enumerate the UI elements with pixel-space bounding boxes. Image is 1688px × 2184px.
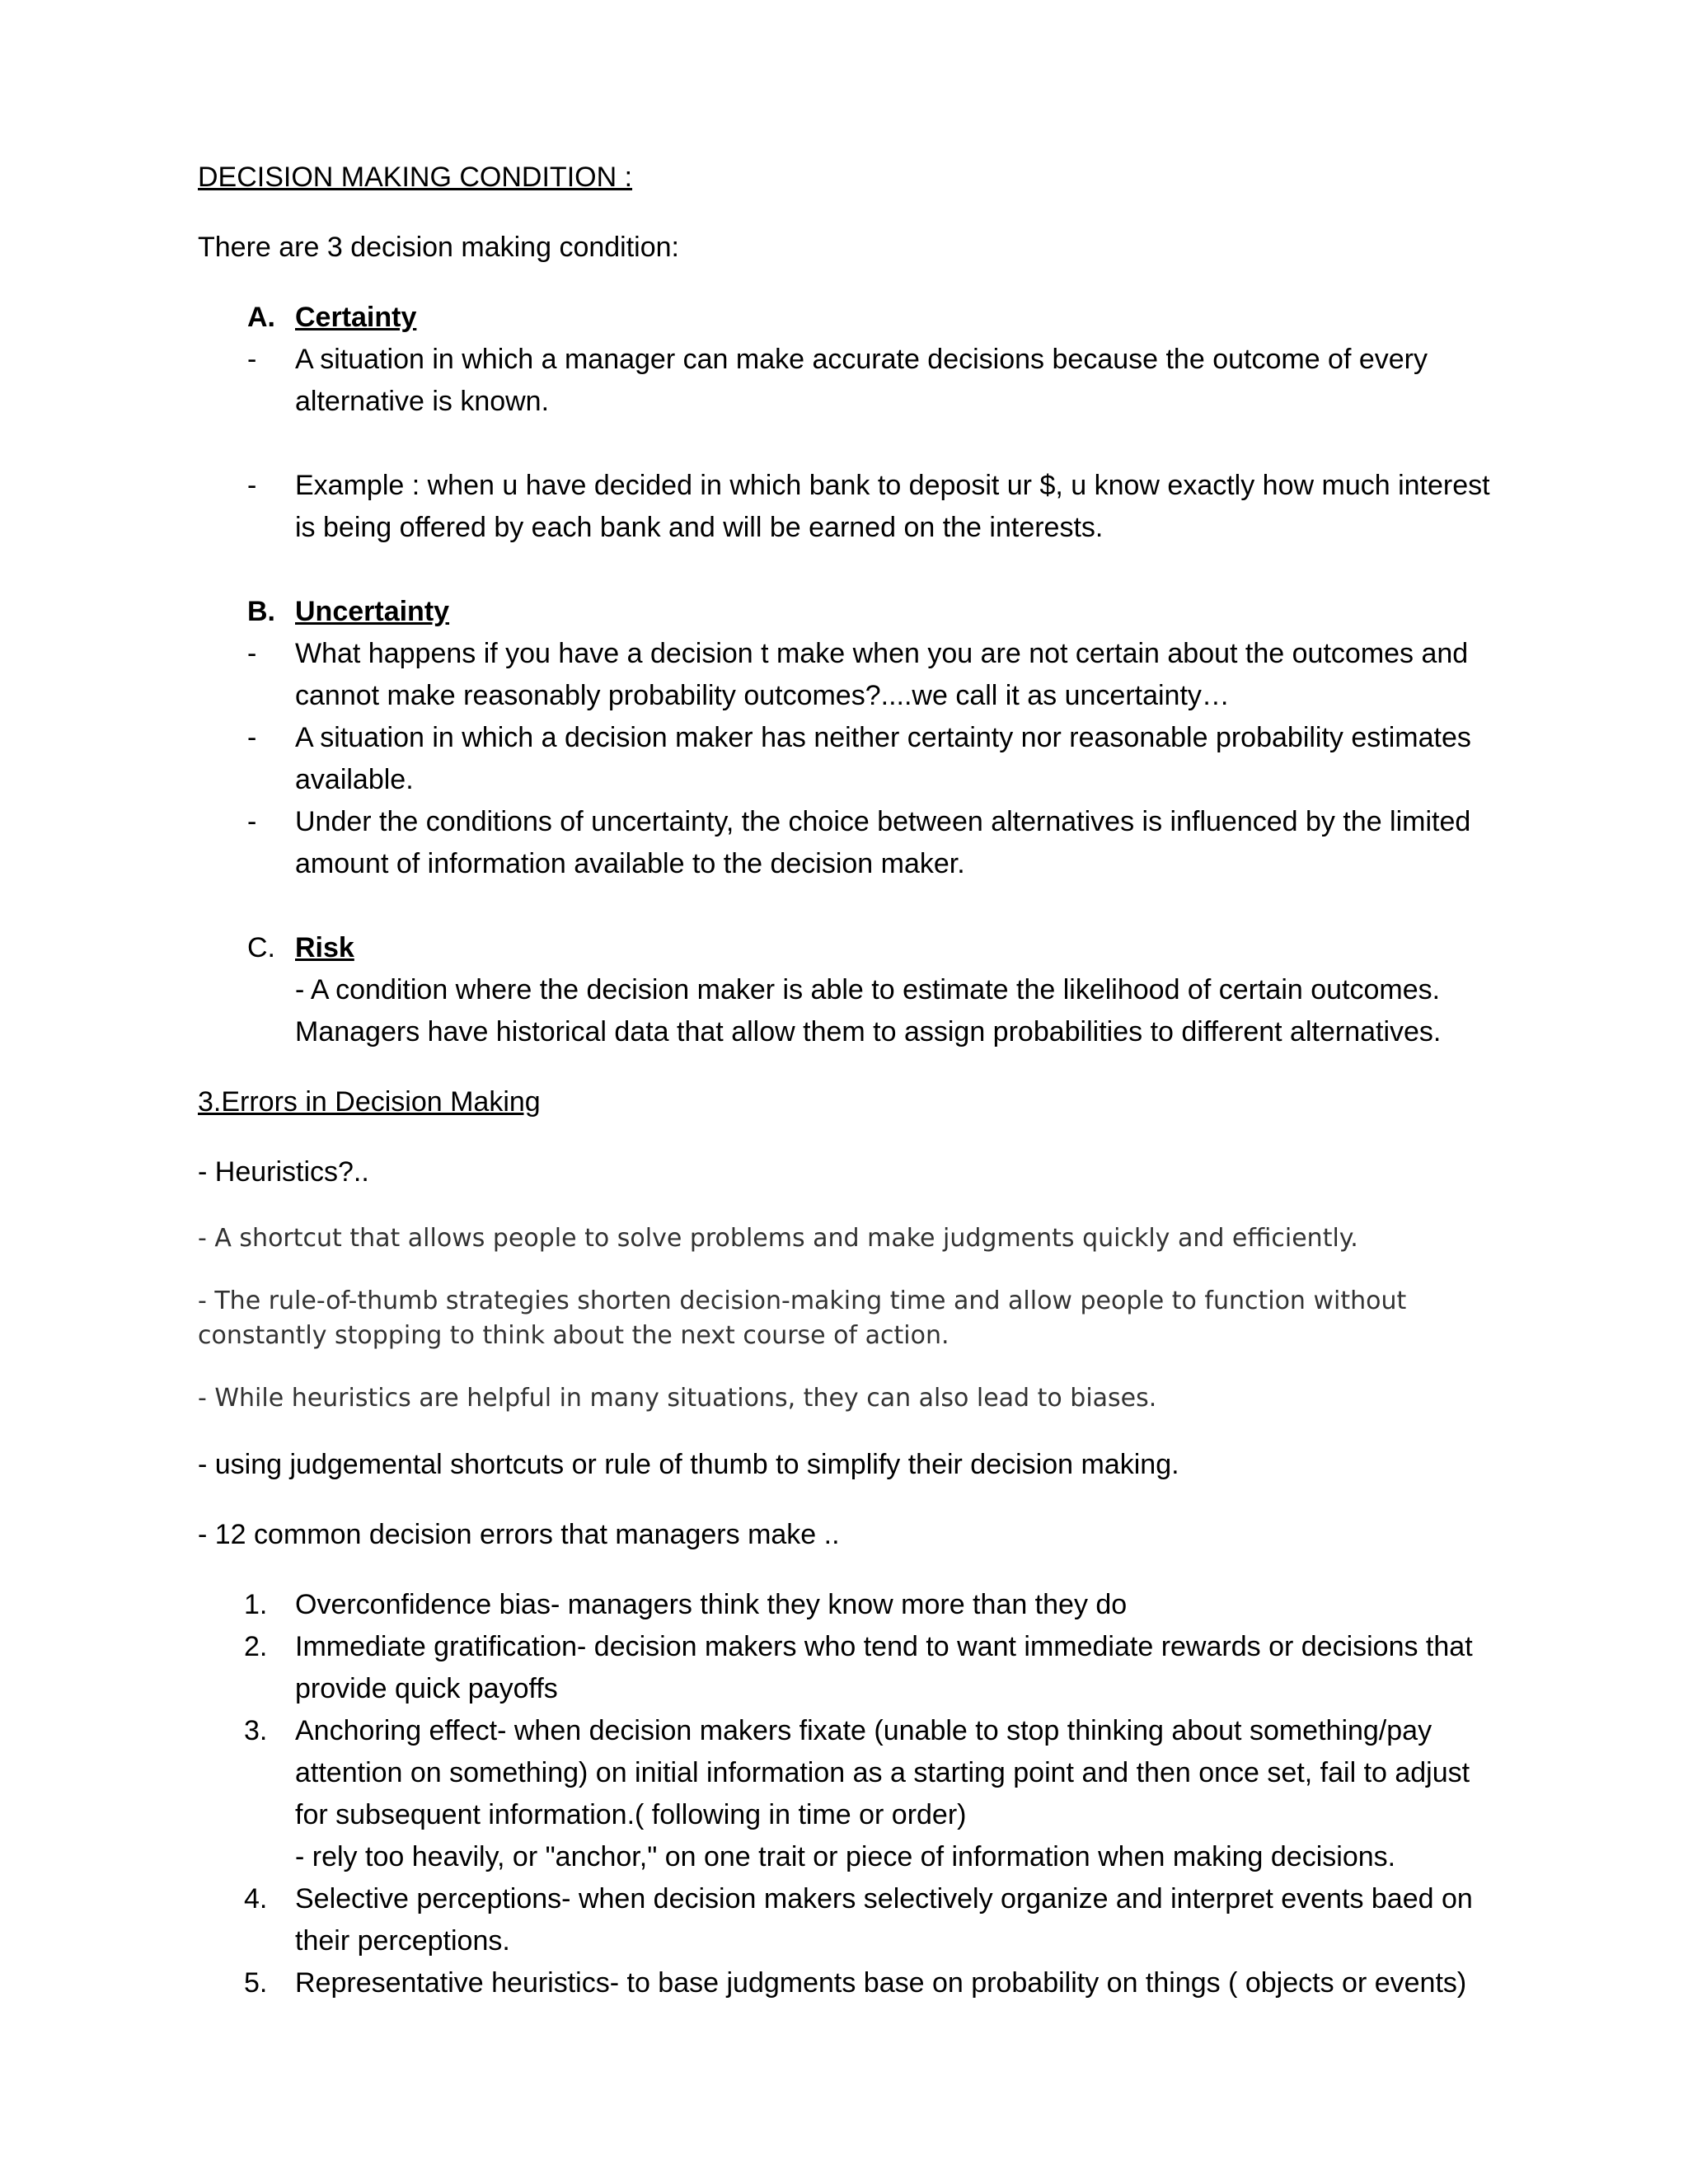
section-letter: C. xyxy=(247,932,275,963)
heuristics-question: - Heuristics?.. xyxy=(198,1156,369,1188)
common-errors-intro: - 12 common decision errors that managers make .. xyxy=(198,1519,840,1550)
list-item xyxy=(198,339,1500,423)
list-item xyxy=(198,633,1500,717)
section-name: Risk xyxy=(295,932,354,963)
dash-bullet: - xyxy=(247,722,257,753)
heuristics-point: - While heuristics are helpful in many situations, they can also lead to biases. xyxy=(198,1384,1157,1413)
spacer xyxy=(198,885,1500,927)
item-subtext: - rely too heavily, or "anchor," on one trait or piece of information when making decisions. xyxy=(295,1841,1396,1872)
risk-description: - A condition where the decision maker is able to estimate the likelihood of certain outcomes. Managers have historical data that allow them to assign probabilities to different alternatives. xyxy=(295,974,1442,1047)
numbered-item xyxy=(198,1878,1500,1962)
spacer xyxy=(198,549,1500,591)
item-number: 2. xyxy=(244,1631,268,1662)
item-text: Immediate gratification- decision makers who tend to want immediate rewards or decisions that provide quick payoffs xyxy=(295,1631,1473,1704)
item-number: 4. xyxy=(244,1883,268,1915)
heuristics-point: - The rule-of-thumb strategies shorten decision-making time and allow people to function without constantly stopping to think about the next course of action. xyxy=(198,1286,1407,1350)
intro-paragraph: There are 3 decision making condition: xyxy=(198,232,679,263)
section-uncertainty-heading xyxy=(198,591,1500,633)
list-item-text: A situation in which a decision maker has neither certainty nor reasonable probability estimates available. xyxy=(295,722,1471,795)
list-item xyxy=(198,801,1500,885)
section-name: Certainty xyxy=(295,302,417,333)
numbered-item xyxy=(198,1710,1500,1878)
heuristics-point: - A shortcut that allows people to solve problems and make judgments quickly and efficiently. xyxy=(198,1224,1358,1253)
item-text: Representative heuristics- to base judgments base on probability on things ( objects or events) xyxy=(295,1967,1467,1999)
document-body xyxy=(198,157,1500,2004)
dash-bullet: - xyxy=(247,638,257,669)
dash-bullet: - xyxy=(247,806,257,837)
list-item xyxy=(198,717,1500,801)
item-text: Selective perceptions- when decision makers selectively organize and interpret events baed on their perceptions. xyxy=(295,1883,1473,1957)
item-number: 1. xyxy=(244,1589,268,1620)
section-letter: B. xyxy=(247,596,275,627)
section-name: Uncertainty xyxy=(295,596,450,627)
list-item-text: A situation in which a manager can make accurate decisions because the outcome of every alternative is known. xyxy=(295,344,1428,417)
list-item-text: Under the conditions of uncertainty, the choice between alternatives is influenced by the limited amount of information available to the decision maker. xyxy=(295,806,1471,879)
numbered-item xyxy=(198,1962,1500,2004)
dash-bullet: - xyxy=(247,470,257,501)
judgemental-shortcuts: - using judgemental shortcuts or rule of thumb to simplify their decision making. xyxy=(198,1449,1179,1480)
item-text: Anchoring effect- when decision makers fixate (unable to stop thinking about something/pay attention on something) on initial information as a starting point and then once set, fail to adjust for subsequent information.( following in time or order) xyxy=(295,1715,1470,1830)
list-item-text: Example : when u have decided in which bank to deposit ur $, u know exactly how much interest is being offered by each bank and will be earned on the interests. xyxy=(295,470,1490,543)
section-certainty-heading xyxy=(198,297,1500,339)
section-letter: A. xyxy=(247,302,275,333)
item-text: Overconfidence bias- managers think they know more than they do xyxy=(295,1589,1128,1620)
page-title: DECISION MAKING CONDITION : xyxy=(198,162,633,193)
item-number: 3. xyxy=(244,1715,268,1746)
section-risk-heading xyxy=(198,927,1500,969)
errors-heading: 3.Errors in Decision Making xyxy=(198,1086,541,1118)
numbered-item xyxy=(198,1626,1500,1710)
list-item xyxy=(198,465,1500,549)
spacer xyxy=(198,423,1500,465)
item-number: 5. xyxy=(244,1967,268,1999)
dash-bullet: - xyxy=(247,344,257,375)
numbered-item xyxy=(198,1584,1500,1626)
list-item-text: What happens if you have a decision t make when you are not certain about the outcomes and cannot make reasonably probability outcomes?....we call it as uncertainty… xyxy=(295,638,1469,711)
